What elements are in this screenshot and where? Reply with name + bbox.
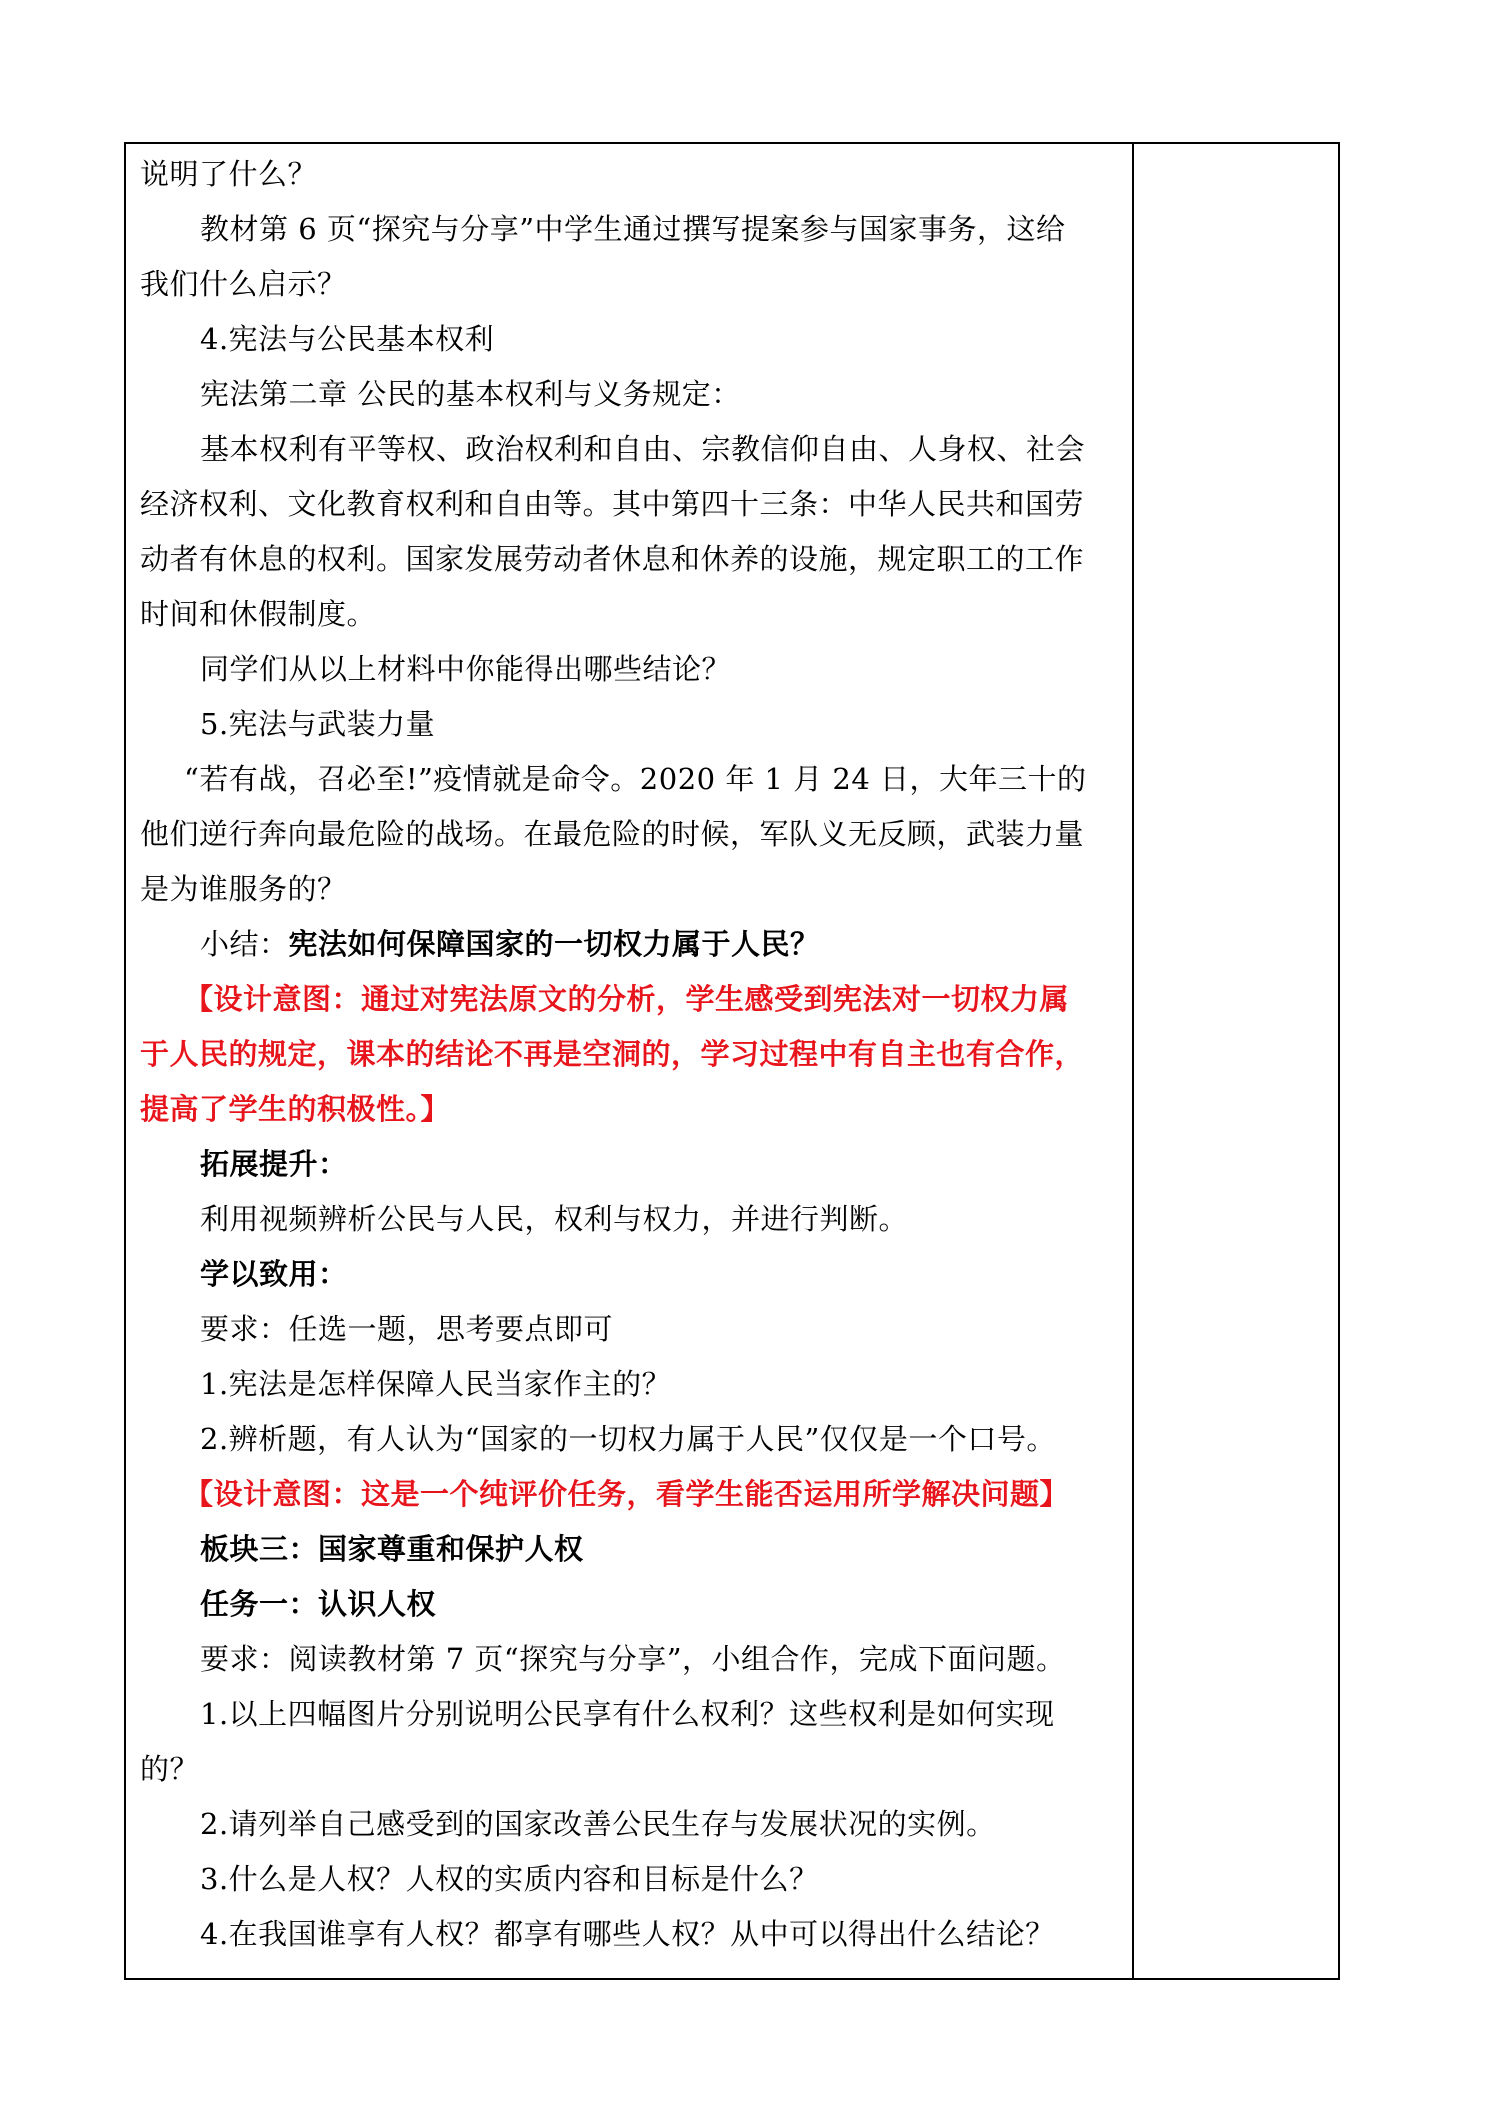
text-line: 经济权利、文化教育权利和自由等。其中第四十三条：中华人民共和国劳 [140, 487, 1085, 521]
text-line: 是为谁服务的？ [140, 872, 347, 906]
text-line: 宪法第二章 公民的基本权利与义务规定： [200, 377, 741, 411]
text-line: 4.在我国谁享有人权？都享有哪些人权？从中可以得出什么结论？ [200, 1917, 1055, 1951]
text-line: 说明了什么？ [140, 157, 318, 191]
section-heading: 板块三：国家尊重和保护人权 [200, 1532, 584, 1566]
summary-question: 宪法如何保障国家的一切权力属于人民？ [288, 927, 820, 961]
design-intent-line: 【设计意图：通过对宪法原文的分析，学生感受到宪法对一切权力属 [184, 982, 1070, 1016]
notes-cell [1134, 144, 1338, 1978]
text-line: 1.宪法是怎样保障人民当家作主的？ [200, 1367, 672, 1401]
text-line: 同学们从以上材料中你能得出哪些结论？ [200, 652, 732, 686]
text-line: “若有战，召必至!”疫情就是命令。2020 年 1 月 24 日，大年三十的 [184, 762, 1087, 796]
text-line: 我们什么启示？ [140, 267, 347, 301]
text-line: 要求：任选一题，思考要点即可 [200, 1312, 614, 1346]
text-line: 要求：阅读教材第 7 页“探究与分享”，小组合作，完成下面问题。 [200, 1642, 1066, 1676]
text-line: 基本权利有平等权、政治权利和自由、宗教信仰自由、人身权、社会 [200, 432, 1086, 466]
text-line: 动者有休息的权利。国家发展劳动者休息和休养的设施，规定职工的工作 [140, 542, 1085, 576]
text-line: 利用视频辨析公民与人民，权利与权力，并进行判断。 [200, 1202, 909, 1236]
section-heading: 学以致用： [200, 1257, 348, 1291]
text-line: 3.什么是人权？人权的实质内容和目标是什么？ [200, 1862, 819, 1896]
text-line: 1.以上四幅图片分别说明公民享有什么权利？这些权利是如何实现 [200, 1697, 1055, 1731]
text-line: 4.宪法与公民基本权利 [200, 322, 495, 356]
design-intent-line: 【设计意图：这是一个纯评价任务，看学生能否运用所学解决问题】 [184, 1477, 1070, 1511]
design-intent-line: 提高了学生的积极性。】 [140, 1092, 451, 1126]
text-line: 5.宪法与武装力量 [200, 707, 436, 741]
summary-line [200, 924, 820, 964]
text-line: 2.请列举自己感受到的国家改善公民生存与发展状况的实例。 [200, 1807, 996, 1841]
lesson-table [124, 142, 1340, 1980]
text-line: 他们逆行奔向最危险的战场。在最危险的时候，军队义无反顾，武装力量 [140, 817, 1085, 851]
design-intent-line: 于人民的规定，课本的结论不再是空洞的，学习过程中有自主也有合作， [140, 1037, 1085, 1071]
text-line: 时间和休假制度。 [140, 597, 377, 631]
content-cell [126, 144, 1132, 1978]
text-line: 2.辨析题，有人认为“国家的一切权力属于人民”仅仅是一个口号。 [200, 1422, 1056, 1456]
text-line: 教材第 6 页“探究与分享”中学生通过撰写提案参与国家事务，这给 [200, 212, 1066, 246]
summary-label: 小结： [200, 927, 289, 961]
text-line: 的？ [140, 1752, 200, 1786]
section-heading: 拓展提升： [200, 1147, 348, 1181]
section-heading: 任务一：认识人权 [200, 1587, 437, 1621]
